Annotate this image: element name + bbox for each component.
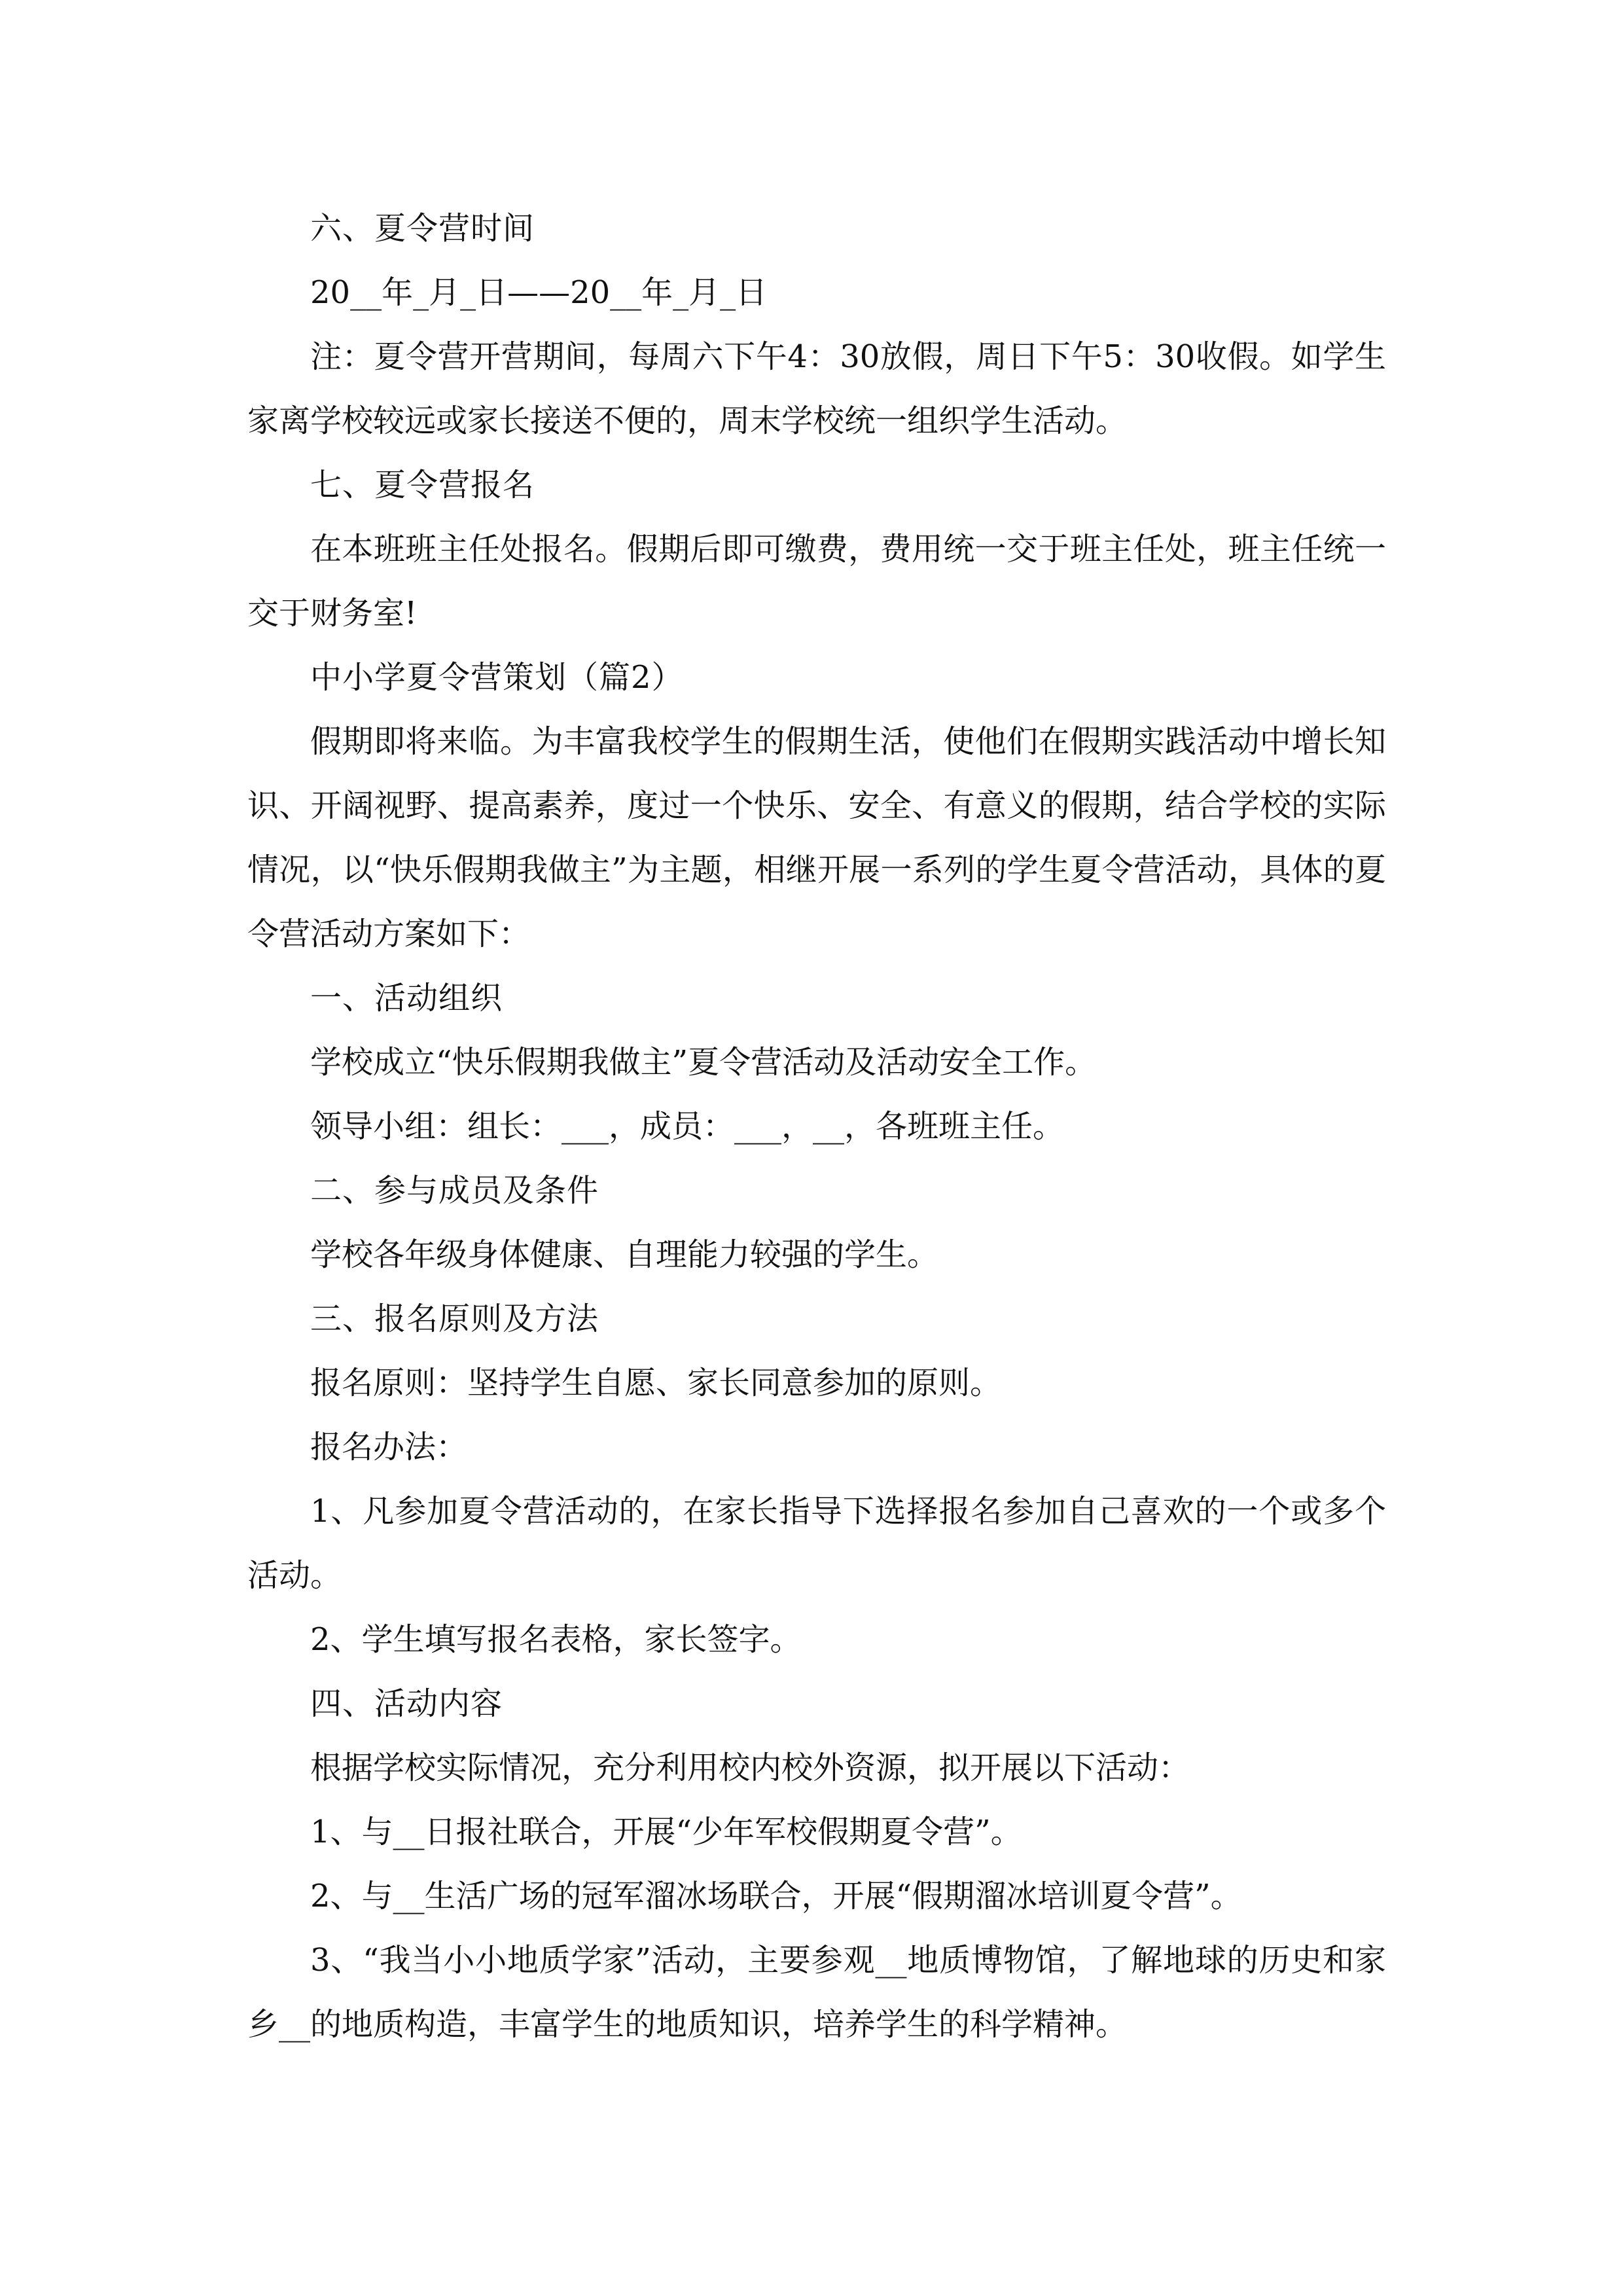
paragraph-principle: 报名原则：坚持学生自愿、家长同意参加的原则。 <box>310 1365 1002 1401</box>
paragraph-activity-3: 3、“我当小小地质学家”活动，主要参观__地质博物馆，了解地球的历史和家乡__的地质构造，丰富学生的地质知识，培养学生的科学精神。 <box>247 1942 1386 2043</box>
paragraph-date-range: 20__年_月_日——20__年_月_日 <box>310 274 768 311</box>
paragraph-activities-intro: 根据学校实际情况，充分利用校内校外资源，拟开展以下活动： <box>310 1749 1190 1786</box>
paragraph-method-label: 报名办法： <box>310 1429 468 1465</box>
paragraph-intro: 假期即将来临。为丰富我校学生的假期生活，使他们在假期实践活动中增长知识、开阔视野、提高素养，度过一个快乐、安全、有意义的假期，结合学校的实际情况，以“快乐假期我做主”为主题，相继开展一系列的学生夏令营活动，具体的夏令营活动方案如下： <box>247 723 1386 952</box>
section-heading-camp-time: 六、夏令营时间 <box>310 210 535 247</box>
section-heading-participants: 二、参与成员及条件 <box>310 1172 599 1209</box>
paragraph-organization: 学校成立“快乐假期我做主”夏令营活动及活动安全工作。 <box>310 1044 1097 1081</box>
paragraph-method-2: 2、学生填写报名表格，家长签字。 <box>310 1621 802 1658</box>
paragraph-registration: 在本班班主任处报名。假期后即可缴费，费用统一交于班主任处，班主任统一交于财务室! <box>247 531 1386 632</box>
section-heading-registration-principles: 三、报名原则及方法 <box>310 1300 599 1337</box>
paragraph-leadership: 领导小组：组长：___，成员：___，__，各班班主任。 <box>310 1108 1065 1145</box>
document-body <box>247 196 1386 2056</box>
article-title-part-2: 中小学夏令营策划（篇2） <box>310 659 684 696</box>
paragraph-participants: 学校各年级身体健康、自理能力较强的学生。 <box>310 1236 939 1273</box>
paragraph-activity-2: 2、与__生活广场的冠军溜冰场联合，开展“假期溜冰培训夏令营”。 <box>310 1878 1242 1914</box>
section-heading-activities: 四、活动内容 <box>310 1685 503 1722</box>
paragraph-method-1: 1、凡参加夏令营活动的，在家长指导下选择报名参加自己喜欢的一个或多个活动。 <box>247 1493 1386 1594</box>
paragraph-note: 注：夏令营开营期间，每周六下午4：30放假，周日下午5：30收假。如学生家离学校较远或家长接送不便的，周末学校统一组织学生活动。 <box>247 338 1386 439</box>
section-heading-organization: 一、活动组织 <box>310 980 503 1016</box>
section-heading-registration: 七、夏令营报名 <box>310 467 535 503</box>
paragraph-activity-1: 1、与__日报社联合，开展“少年军校假期夏令营”。 <box>310 1814 1022 1850</box>
